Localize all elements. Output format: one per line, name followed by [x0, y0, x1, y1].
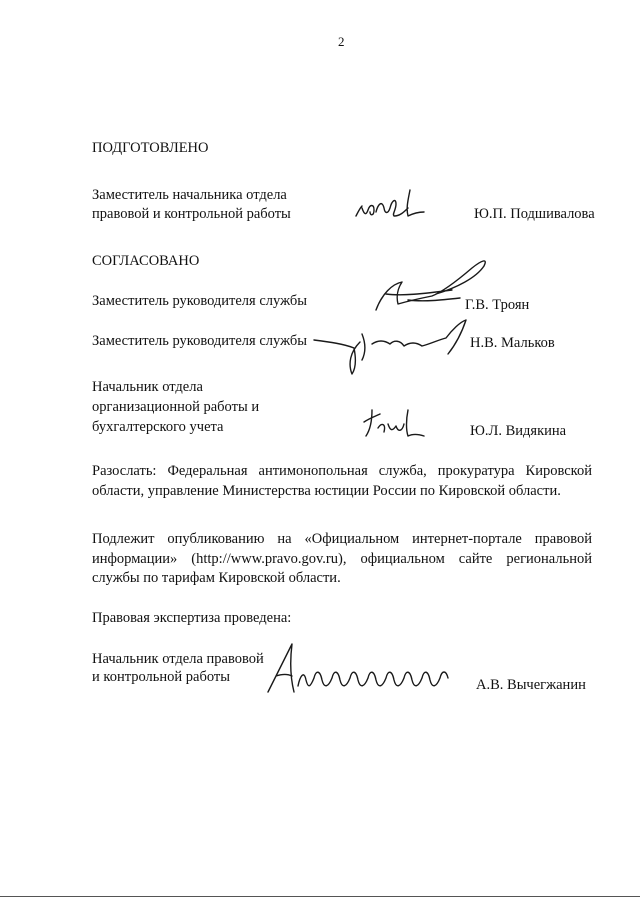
- legal-review-statement: Правовая экспертиза проведена:: [92, 610, 292, 626]
- prepared-heading: ПОДГОТОВЛЕНО: [92, 140, 209, 156]
- prepared-position-line2: правовой и контрольной работы: [92, 206, 291, 222]
- agreed-signer-2-name: Н.В. Мальков: [470, 335, 555, 351]
- agreed-signer-2-position: Заместитель руководителя службы: [92, 333, 308, 349]
- distribution-text: Разослать: Федеральная антимонопольная служба, прокуратура Кировской области, управление Министерства юстиции России по Кировской области.: [92, 463, 592, 499]
- signature-malkov: [300, 310, 480, 380]
- bottom-edge-rule: [0, 896, 640, 897]
- legal-review-position-line2: и контрольной работы: [92, 669, 230, 685]
- signature-troyan: [372, 254, 490, 316]
- page-number: 2: [338, 34, 345, 49]
- agreed-signer-1-name: Г.В. Троян: [465, 297, 530, 313]
- legal-review-position-line1: Начальник отдела правовой: [92, 651, 264, 667]
- agreed-third-position-line2: организационной работы и: [92, 399, 260, 415]
- agreed-heading: СОГЛАСОВАНО: [92, 253, 200, 269]
- signature-vidyakina: [360, 406, 430, 442]
- signature-vychegzhanin: [262, 636, 462, 698]
- agreed-signer-1-position: Заместитель руководителя службы: [92, 293, 308, 309]
- publication-text: Подлежит опубликованию на «Официальном интернет-портале правовой информации» (http://www.pravo.gov.ru), официальном сайте региональной службы по тарифам Кировской области.: [92, 531, 592, 586]
- prepared-name: Ю.П. Подшивалова: [474, 206, 595, 222]
- agreed-third-position-line3: бухгалтерского учета: [92, 419, 224, 435]
- agreed-third-name: Ю.Л. Видякина: [470, 423, 567, 439]
- legal-review-name: А.В. Вычегжанин: [476, 677, 586, 693]
- prepared-position-line1: Заместитель начальника отдела: [92, 187, 287, 203]
- agreed-third-position-line1: Начальник отдела: [92, 379, 203, 395]
- signature-podshivalova: [352, 186, 432, 226]
